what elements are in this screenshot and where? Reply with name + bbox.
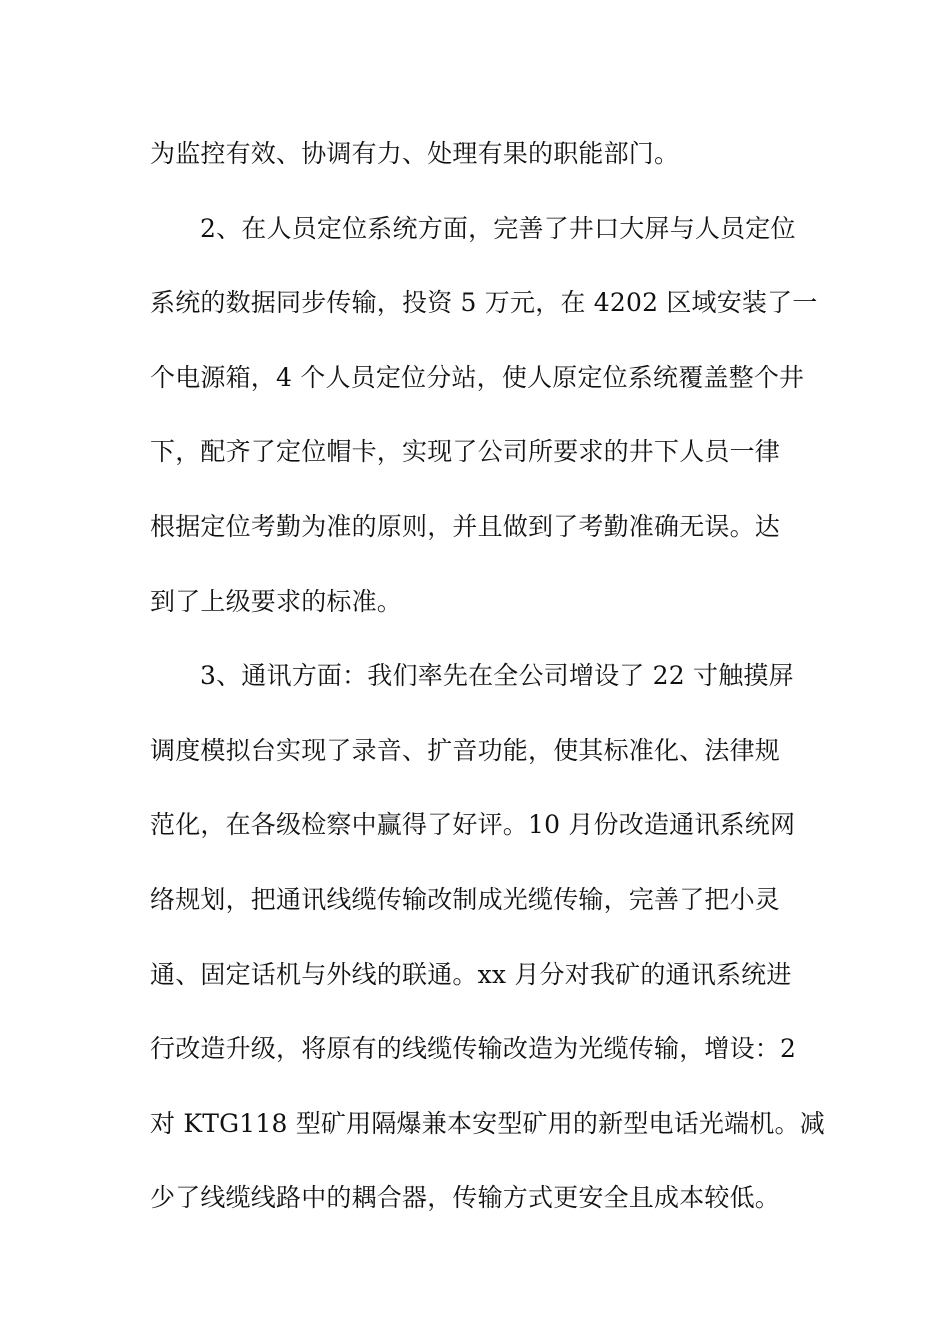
- paragraph-3-start: 3、通讯方面：我们率先在全公司增设了 22 寸触摸屏: [200, 661, 794, 691]
- text-line: 到了上级要求的标准。: [150, 586, 403, 616]
- paragraph-2-start: 2、在人员定位系统方面，完善了井口大屏与人员定位: [200, 213, 796, 243]
- text-line: 调度模拟台实现了录音、扩音功能，使其标准化、法律规: [150, 735, 781, 765]
- text-line: 通、固定话机与外线的联通。xx 月分对我矿的通讯系统进: [150, 959, 792, 989]
- body-text: [150, 124, 825, 1243]
- text-line: 为监控有效、协调有力、处理有果的职能部门。: [150, 139, 680, 168]
- text-line: 个电源箱，4 个人员定位分站，使人原定位系统覆盖整个井: [150, 362, 805, 392]
- text-line: 络规划，把通讯线缆传输改制成光缆传输，完善了把小灵: [150, 884, 781, 914]
- text-line: 行改造升级，将原有的线缆传输改造为光缆传输，增设：2: [150, 1034, 797, 1064]
- text-line: 根据定位考勤为准的原则，并且做到了考勤准确无误。达: [150, 511, 781, 541]
- text-line: 少了线缆线路中的耦合器，传输方式更安全且成本较低。: [150, 1183, 781, 1213]
- text-line: 下，配齐了定位帽卡，实现了公司所要求的井下人员一律: [150, 437, 781, 467]
- text-line: 系统的数据同步传输，投资 5 万元，在 4202 区域安装了一: [150, 288, 818, 318]
- text-line: 对 KTG118 型矿用隔爆兼本安型矿用的新型电话光端机。减: [150, 1108, 825, 1138]
- text-line: 范化，在各级检察中赢得了好评。10 月份改造通讯系统网: [150, 810, 796, 840]
